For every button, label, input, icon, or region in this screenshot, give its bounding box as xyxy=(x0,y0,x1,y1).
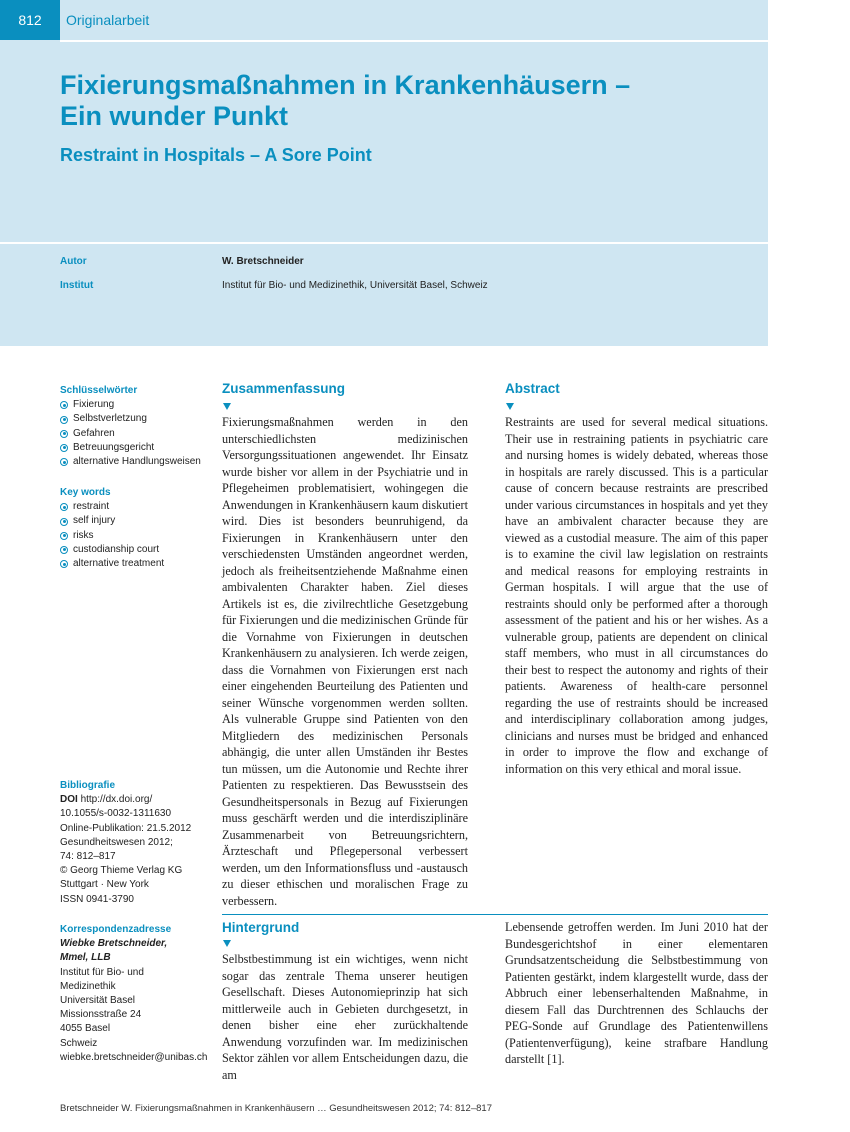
zusammenfassung-heading: Zusammenfassung xyxy=(222,381,346,396)
article-title xyxy=(60,70,700,132)
triangle-down-icon xyxy=(506,403,514,410)
triangle-down-icon xyxy=(223,940,231,947)
author-value: W. Bretschneider xyxy=(222,256,304,267)
biblio-line: Stuttgart · New York xyxy=(60,879,149,891)
abstract-heading: Abstract xyxy=(505,381,560,396)
article-subtitle: Restraint in Hospitals – A Sore Point xyxy=(60,145,372,165)
keyword-item: Fixierung xyxy=(60,398,210,412)
bullet-icon xyxy=(60,444,68,452)
bullet-icon xyxy=(60,416,68,424)
correspondence-heading: Korrespondenzadresse xyxy=(60,924,172,935)
bullet-icon xyxy=(60,503,68,511)
correspondence-degree: Mmel, LLB xyxy=(60,952,111,964)
keyword-item: restraint xyxy=(60,500,210,514)
keyword-item: Selbstverletzung xyxy=(60,412,210,426)
bibliography xyxy=(60,779,210,907)
biblio-line: 10.1055/s-0032-1311630 xyxy=(60,808,172,820)
bullet-icon xyxy=(60,430,68,438)
biblio-line: Online-Publikation: 21.5.2012 xyxy=(60,822,192,834)
triangle-down-icon xyxy=(223,403,231,410)
institute-label: Institut xyxy=(60,280,94,291)
keywords-de xyxy=(60,384,210,469)
address-line: Medizinethik xyxy=(60,980,116,992)
section-label: Originalarbeit xyxy=(66,12,150,28)
bullet-icon xyxy=(60,546,68,554)
bullet-icon xyxy=(60,401,68,409)
keyword-item: alternative Handlungsweisen xyxy=(60,455,210,469)
keyword-item: risks xyxy=(60,529,210,543)
abstract-text: Restraints are used for several medical situations. Their use in restraining patients in psychiatric care and nursing homes is widely debated, whereas those in hospitals are rarely discussed. This is a particular cause of concern because restraints are prescribed under various circumstances in hospitals and yet they have an ambivalent character because they are viewed as a custodial measure. The aim of this paper is to examine the civil law legislation on restraints and medical reasons for employing restraints in German hospitals. I will argue that the use of restraints should only be performed after a thorough assessment of the patient and his or her wishes. As a vulnerable group, patients are dependent on clinical staff members, who must in all circumstances do their best to respect the autonomy and rights of their patients. Awareness of health-care personnel regarding the use of restraints should be increased and interdisciplinary collaboration among judges, clinicians and nurses must be bridged and enhanced in order to improve the flow and exchange of information on this very ethical and moral issue. xyxy=(505,415,768,776)
email-link[interactable]: wiebke.bretschneider@unibas.ch xyxy=(60,1051,208,1063)
biblio-line: 74: 812–817 xyxy=(60,851,116,863)
address-line: Institut für Bio- und xyxy=(60,966,144,978)
address-line: Universität Basel xyxy=(60,995,136,1007)
title-line-1: Fixierungsmaßnahmen in Krankenhäusern – xyxy=(60,70,631,100)
keyword-item: Betreuungsgericht xyxy=(60,441,210,455)
keyword-item: alternative treatment xyxy=(60,557,210,571)
hintergrund-heading: Hintergrund xyxy=(222,920,300,935)
keyword-item: custodianship court xyxy=(60,543,210,557)
page-number: 812 xyxy=(0,0,60,40)
biblio-line: © Georg Thieme Verlag KG xyxy=(60,865,183,877)
title-line-2: Ein wunder Punkt xyxy=(60,101,289,131)
keyword-item: self injury xyxy=(60,514,210,528)
biblio-line: Gesundheitswesen 2012; xyxy=(60,836,173,848)
zusammenfassung-text: Fixierungsmaßnahmen werden in den unterschiedlichsten medizinischen Versorgungssituationen angewendet. Ihr Einsatz wurde bisher vor allem in der Psychiatrie und in Pflegeheimen problematisiert, wohingegen die Anwendungen in Krankenhäusern kaum diskutiert wird. Dies ist besonders beunruhigend, da Fixierungen in Krankenhäusern unter den verschiedensten Umständen angeordnet werden, jedoch als freiheitsentziehende Maßnahme einen ambivalenten Charakter haben. Ziel dieses Artikels ist es, die zivilrechtliche Gesetzgebung für Fixierungen und die medizinischen Gründe für die Vornahme von Fixierungen in deutschen Krankenhäusern zu analysieren. Ich werde zeigen, dass die Vornahmen von Fixierungen erst nach einer eingehenden Beurteilung des Patienten und seiner Wünsche vorgenommen werden sollten. Als vulnerable Gruppe sind Patienten von den Mitgliedern des medizinischen Personals abhängig, die unter allen Umständen ihr Bestes tun müssen, um die Autonomie und Rechte ihrer Patienten zu respektieren. Das Bewusstsein des Gesundheitspersonals in Bezug auf Fixierungen muss geschärft werden und die interdisziplinäre Zusammenarbeit von Betreuungsrichtern, Ärzteschaft und Pflegepersonal verbessert werden, um den Informationsfluss und -austausch zu dieser ethischen und moralischen Frage zu verbessern. xyxy=(222,415,468,908)
bullet-icon xyxy=(60,518,68,526)
address-line: Missionsstraße 24 xyxy=(60,1009,142,1021)
header-divider xyxy=(60,40,768,42)
bibliography-heading: Bibliografie xyxy=(60,780,116,791)
section-rule xyxy=(222,914,768,915)
header-band xyxy=(0,0,768,346)
bullet-icon xyxy=(60,532,68,540)
correspondence-name: Wiebke Bretschneider, xyxy=(60,938,168,950)
page-footer: Bretschneider W. Fixierungsmaßnahmen in Krankenhäusern … Gesundheitswesen 2012; 74: 812–817 xyxy=(60,1103,492,1114)
band-divider xyxy=(0,242,768,244)
bullet-icon xyxy=(60,458,68,466)
hintergrund-text-right: Lebensende getroffen werden. Im Juni 2010 hat der Bundesgerichtshof in einer elementaren Grundsatzentscheidung die Selbstbestimmung von Patienten gestärkt, indem klargestellt wurde, dass der Abbruch einer lebenserhaltenden Maßnahme, in diesem Fall das Durchtrennen des Schlauchs der PEG-Sonde auf Grundlage des Patientenwillens (Patientenverfügung), keine strafbare Handlung darstellt [1]. xyxy=(505,920,768,1066)
institute-value: Institut für Bio- und Medizinethik, Universität Basel, Schweiz xyxy=(222,280,488,291)
correspondence xyxy=(60,923,210,1065)
keywords-en-heading: Key words xyxy=(60,487,111,498)
address-line: Schweiz xyxy=(60,1037,98,1049)
keyword-item: Gefahren xyxy=(60,427,210,441)
bullet-icon xyxy=(60,560,68,568)
doi-line: DOI http://dx.doi.org/ xyxy=(60,794,153,806)
biblio-line: ISSN 0941-3790 xyxy=(60,893,134,905)
keywords-de-heading: Schlüsselwörter xyxy=(60,385,138,396)
author-label: Autor xyxy=(60,256,87,267)
keywords-en xyxy=(60,486,210,571)
hintergrund-text-left: Selbstbestimmung ist ein wichtiges, wenn nicht sogar das zentrale Thema unserer heutigen Gesellschaft. Dieses Autonomieprinzip hat sich mittlerweile auch in Gebieten durchgesetzt, in denen bisher eine eher zurückhaltende Anwendung vorzufinden war. Im medizinischen Sektor zählen vor allem Entscheidungen dazu, die am xyxy=(222,952,468,1082)
address-line: 4055 Basel xyxy=(60,1023,111,1035)
